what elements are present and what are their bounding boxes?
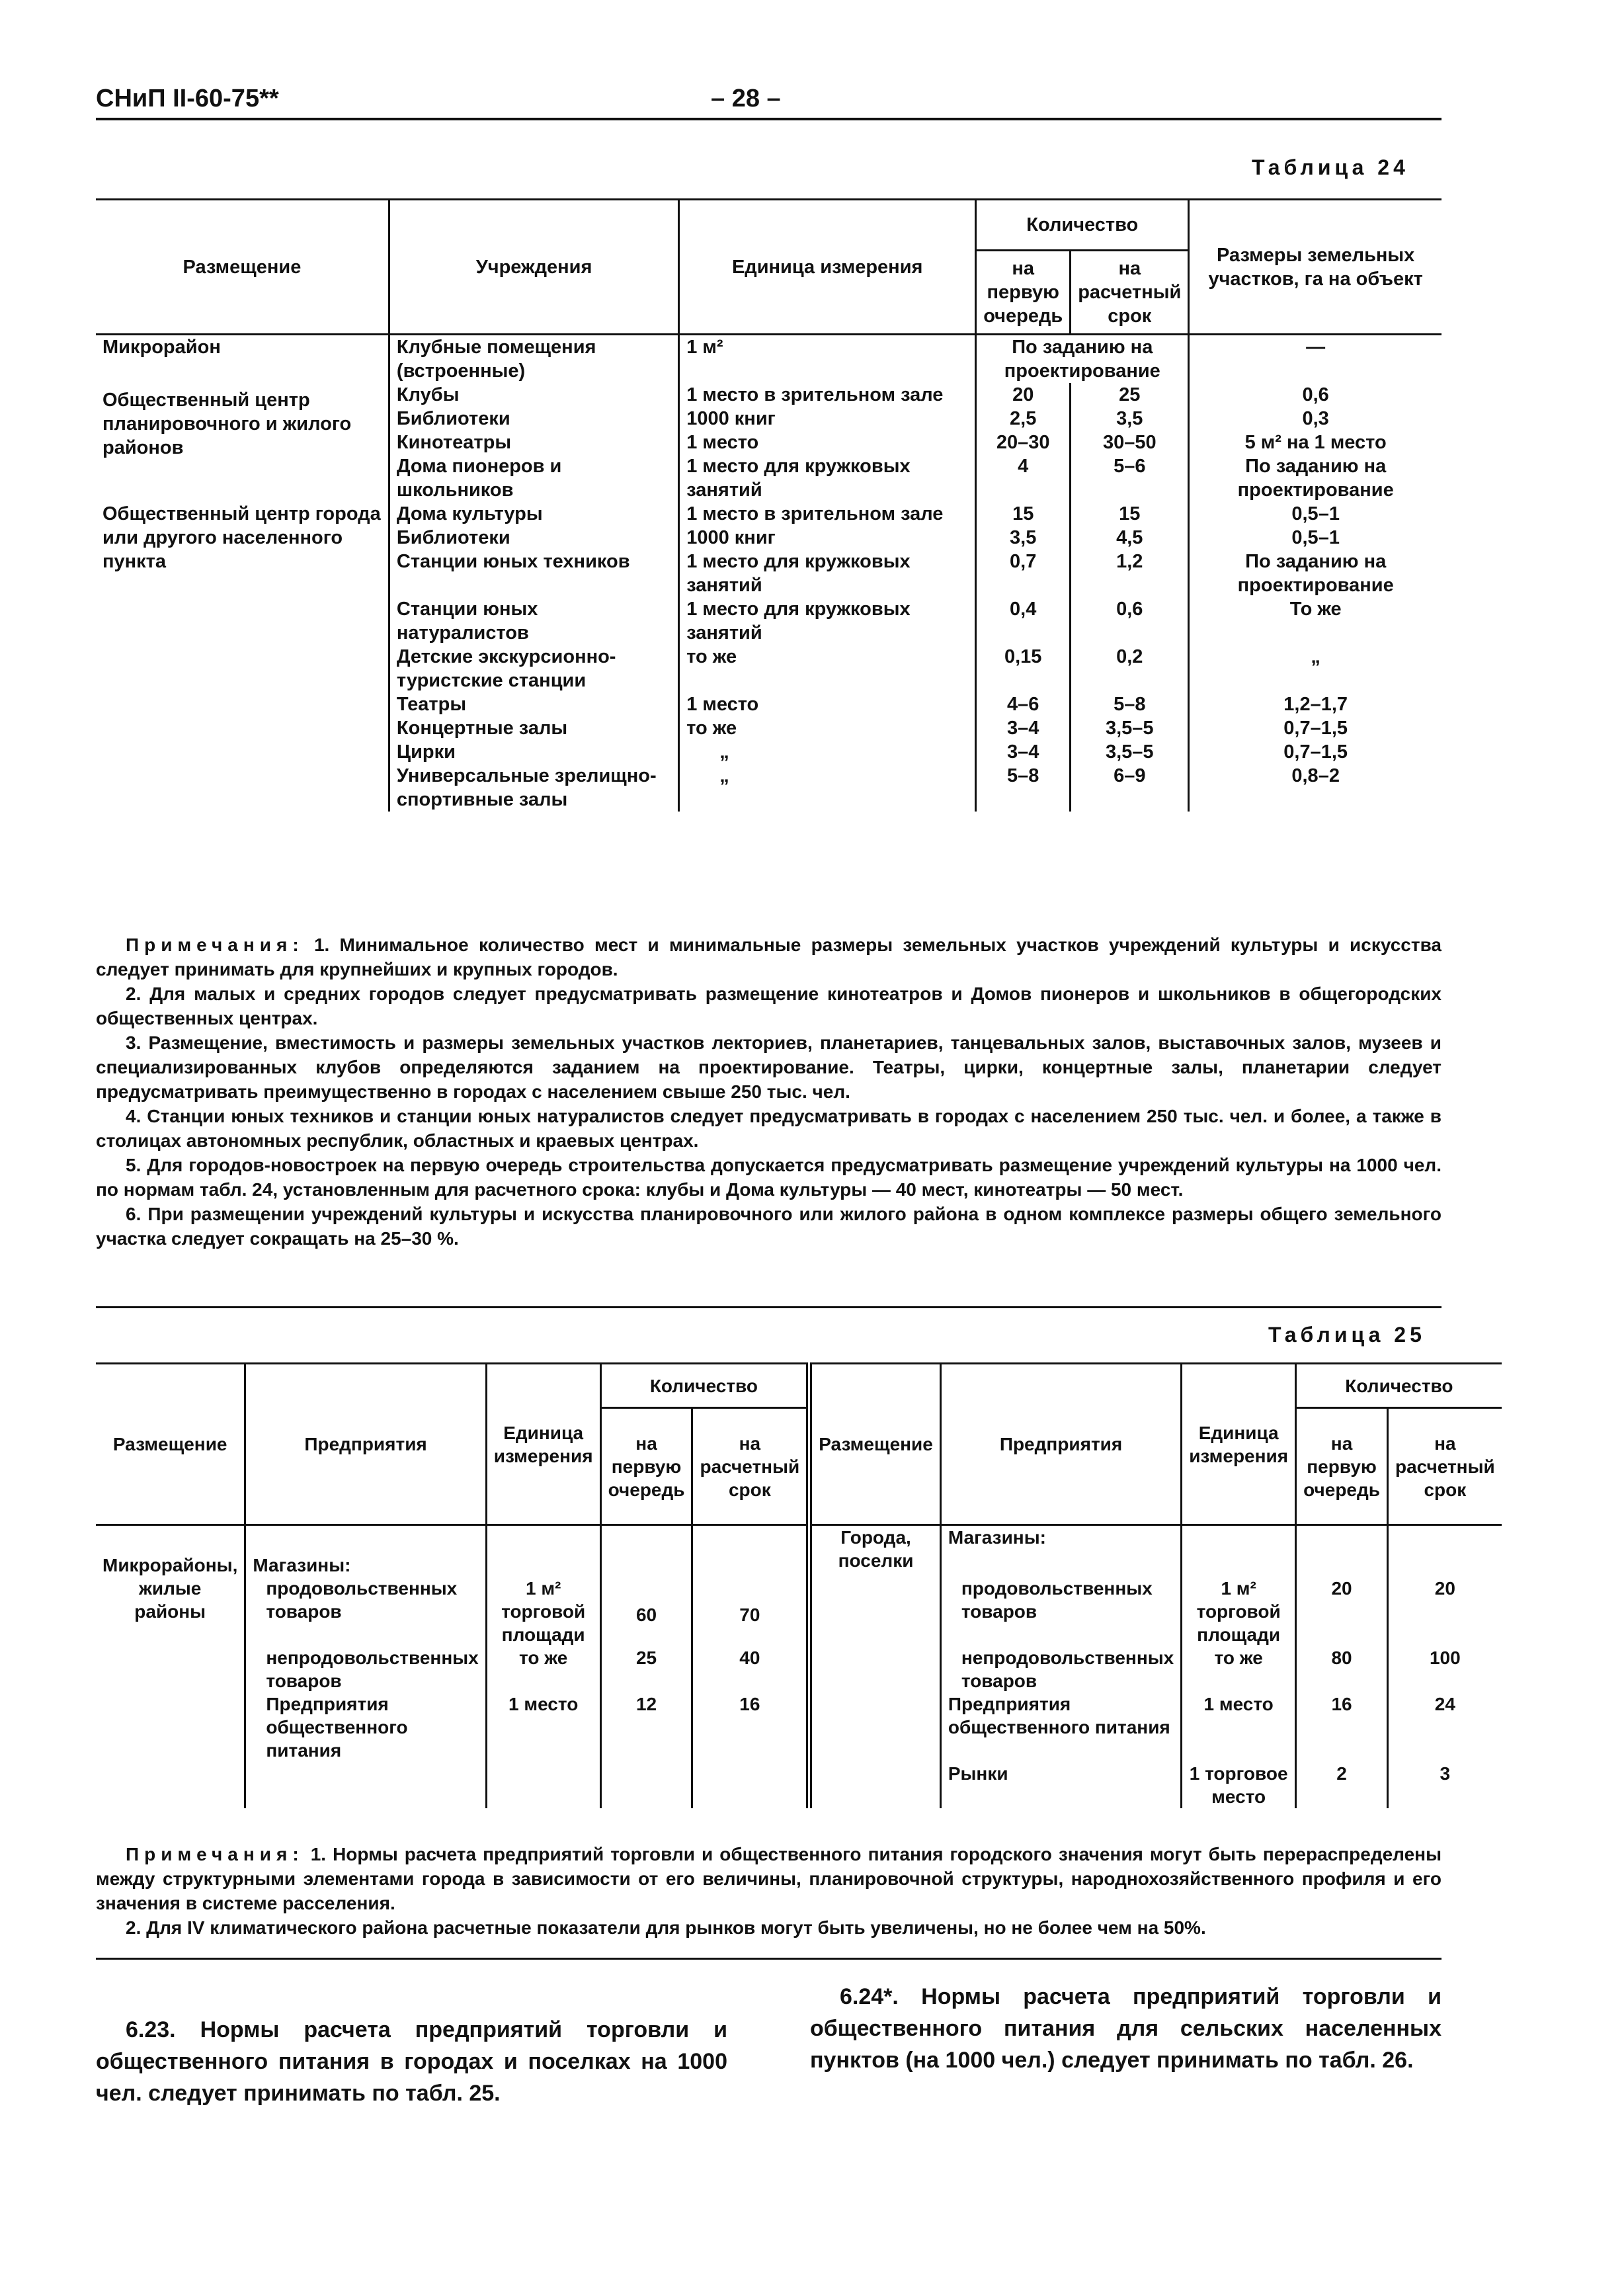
- paragraph-6-24: 6.24*. Нормы расчета предприятий торговли и общественного питания для сельских населенных пунктов (на 1000 чел.) следует принимать по табл. 26.: [810, 1984, 1441, 2073]
- table-row: Театры 1 место 4–6 5–8 1,2–1,7: [96, 692, 1441, 716]
- table24-notes: Примечания: 1. Минимальное количество мест и минимальные размеры земельных участков учреждений культуры и искусства следует принимать для крупнейших и крупных городов. 2. Для малых и средних городов следует предусматривать размещение кинотеатров и Домов пионеров и школьников в общегородских общественных центрах. 3. Размещение, вместимость и размеры земельных участков лекториев, планетариев, танцевальных залов, выставочных залов, музеев и специализированных клубов определяются заданием на проектирование. Театры, цирки, концертные залы, планетарии следует предусматривать преимущественно в городах с населением свыше 250 тыс. чел. 4. Станции юных техников и станции юных натуралистов следует предусматривать в городах с населением 250 тыс. чел. и более, а также в столицах автономных республик, областных и краевых центрах. 5. Для городов-новостроек на первую очередь строительства допускается предусматривать размещение учреждений культуры на 1000 чел. по нормам табл. 24, установленным для расчетного срока: клубы и Дома культуры — 40 мест, кинотеатры — 50 мест. 6. При размещении учреждений культуры и искусства планировочного или жилого района в одном комплексе размеры общего земельного участка следует сокращать на 25–30 %.: [96, 935, 1442, 1249]
- paragraph-number: 6.23.: [126, 2017, 176, 2042]
- table-row: Концертные залы то же 3–4 3,5–5 0,7–1,5: [96, 716, 1441, 740]
- table25-notes: Примечания: 1. Нормы расчета предприятий торговли и общественного питания городского значения могут быть перераспределены между структурными элементами города в зависимости от его величины, планировочной структуры, народнохозяйственного профиля и его значения в системе расселения. 2. Для IV климатического района расчетные показатели для рынков могут быть увеличены, но не более чем на 50%.: [96, 1844, 1442, 1938]
- header-unit-right: Единица измерения: [1182, 1364, 1296, 1525]
- table25-caption: Таблица 25: [1268, 1323, 1426, 1347]
- header-calc-period: на расчетный срок: [692, 1408, 809, 1525]
- page-header: [96, 85, 1441, 118]
- table24-caption: Таблица 24: [1252, 155, 1409, 179]
- table-row: Рынки 1 торговое место 2 3: [96, 1762, 1502, 1808]
- header-enterprises: Предприятия: [245, 1364, 486, 1525]
- table-row: продовольственных товаров 1 м² торговой площади 60 70 продовольственных товаров 1 м² торговой площади 20 20: [96, 1577, 1502, 1646]
- page-number: – 28 –: [711, 85, 781, 112]
- header-enterprises-right: Предприятия: [940, 1364, 1181, 1525]
- table-row: Микрорайоны, жилые районы Магазины: Города, поселки Магазины:: [96, 1525, 1502, 1577]
- notes-label: Примечания:: [126, 1844, 304, 1864]
- table-row: Детские экскурсионно-туристские станции то же 0,15 0,2 „: [96, 645, 1441, 692]
- header-placement: Размещение: [96, 200, 389, 335]
- section-rule: [96, 1958, 1441, 1960]
- table-row: Кинотеатры 1 место 20–30 30–50 5 м² на 1 место: [96, 431, 1441, 454]
- table-24: [96, 198, 1441, 812]
- header-quantity-right: Количество: [1296, 1364, 1502, 1408]
- table-row: Универсальные зрелищно-спортивные залы „ 5–8 6–9 0,8–2: [96, 764, 1441, 812]
- header-first-stage-right: на первую очередь: [1296, 1408, 1388, 1525]
- table-row: Дома пионеров и школьников 1 место для кружковых занятий 4 5–6 По заданию на проектирование: [96, 454, 1441, 502]
- header-calc-period: на расчетный срок: [1071, 251, 1189, 335]
- header-institutions: Учреждения: [389, 200, 678, 335]
- header-unit: Единица измерения: [679, 200, 976, 335]
- table-row: непродовольственных товаров то же 25 40 непродовольственных товаров то же 80 100: [96, 1646, 1502, 1692]
- header-placement: Размещение: [96, 1364, 245, 1525]
- header-quantity: Количество: [600, 1364, 809, 1408]
- notes-label: Примечания:: [126, 935, 304, 955]
- table-row: Цирки „ 3–4 3,5–5 0,7–1,5: [96, 740, 1441, 764]
- header-rule: [96, 118, 1441, 120]
- paragraph-number: 6.24*.: [840, 1984, 899, 2009]
- header-placement-right: Размещение: [809, 1364, 941, 1525]
- table-row: Станции юных техников 1 место для кружковых занятий 0,7 1,2 По заданию на проектирование: [96, 550, 1441, 597]
- paragraph-6-23: 6.23. Нормы расчета предприятий торговли и общественного питания в городах и поселках на 1000 чел. следует принимать по табл. 25.: [96, 2017, 727, 2106]
- table-row: Общественный центр города или другого населенного пункта Дома культуры 1 место в зрительном зале 15 15 0,5–1: [96, 502, 1441, 526]
- header-first-stage: на первую очередь: [600, 1408, 692, 1525]
- table-row: Предприятия общественного питания 1 место 12 16 Предприятия общественного питания 1 место 16 24: [96, 1692, 1502, 1762]
- header-quantity: Количество: [976, 200, 1189, 251]
- table-row: Микрорайон Клубные помещения (встроенные) 1 м² По заданию на проектирование —: [96, 335, 1441, 384]
- table-row: Станции юных натуралистов 1 место для кружковых занятий 0,4 0,6 То же: [96, 597, 1441, 645]
- header-land-size: Размеры земельных участков, га на объект: [1189, 200, 1441, 335]
- document-code: СНиП II-60-75**: [96, 85, 279, 112]
- table-25: [96, 1362, 1502, 1808]
- header-unit: Единица измерения: [486, 1364, 600, 1525]
- header-calc-period-right: на расчетный срок: [1387, 1408, 1501, 1525]
- header-first-stage: на первую очередь: [976, 251, 1071, 335]
- table24-header-row: [96, 200, 1441, 251]
- table-row: Библиотеки 1000 книг 2,5 3,5 0,3: [96, 407, 1441, 431]
- table-row: Общественный центр планировочного и жилого районов Клубы 1 место в зрительном зале 20 25 0,6: [96, 383, 1441, 407]
- section-rule: [96, 1306, 1441, 1308]
- table-row: Библиотеки 1000 книг 3,5 4,5 0,5–1: [96, 526, 1441, 550]
